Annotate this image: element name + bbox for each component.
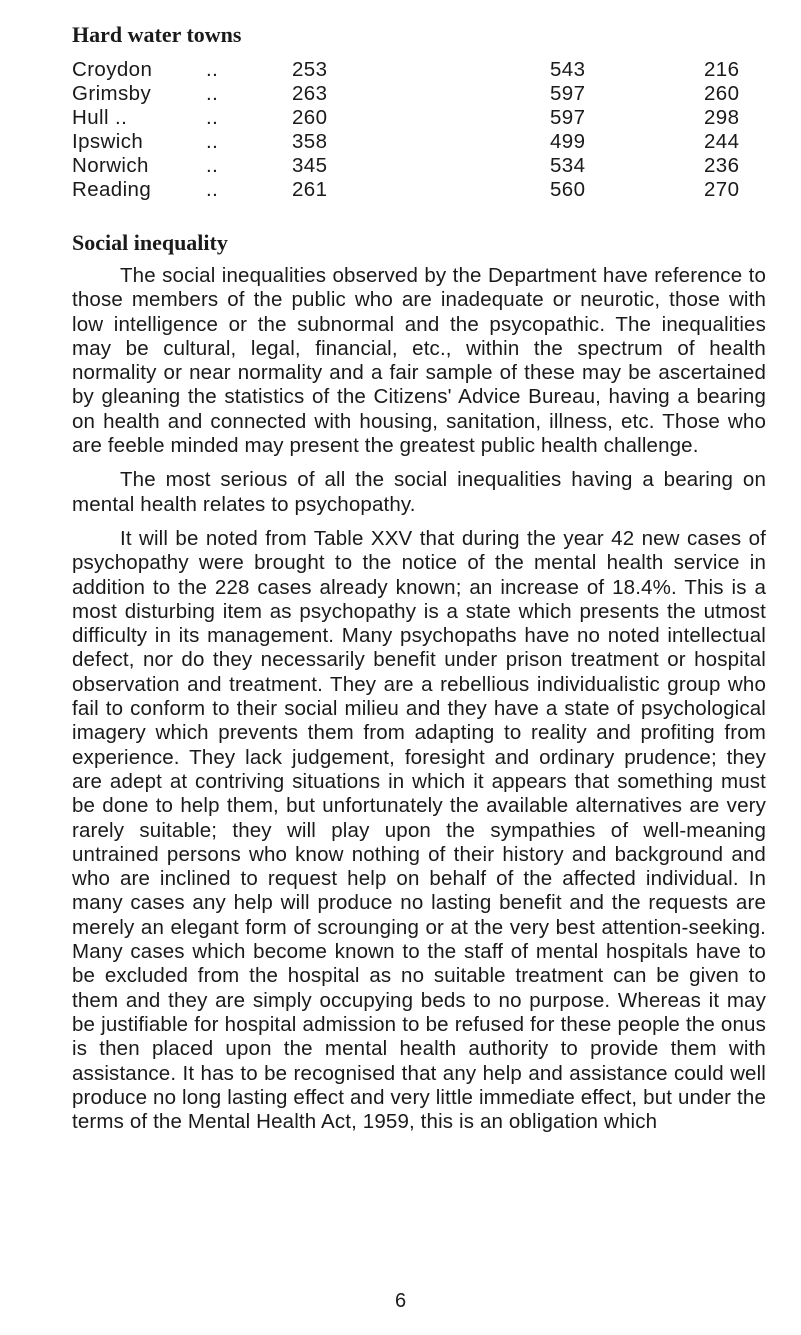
value-col-1: 261 (292, 178, 328, 201)
page-number: 6 (394, 1290, 407, 1312)
table-row (72, 58, 766, 82)
leader-dots: .. (206, 58, 219, 81)
value-col-2: 499 (550, 130, 586, 153)
value-col-1: 358 (292, 130, 328, 153)
page-content (72, 22, 766, 1134)
value-col-2: 560 (550, 178, 586, 201)
section-heading: Social inequality (72, 230, 228, 255)
paragraph: The most serious of all the social inequalities having a bearing on mental health relates to psychopathy. (72, 468, 766, 516)
paragraph: The social inequalities observed by the Department have reference to those members of the public who are inadequate or neurotic, those with low intelligence or the subnormal and the psycopathic. The inequalities may be cultural, legal, financial, etc., within the spectrum of health normality or near normality and a fair sample of these may be ascertained by gleaning the statistics of the Citizens' Advice Bureau, having a bearing on health and connected with housing, sanitation, illness, etc. Those who are feeble minded may present the greatest public health challenge. (72, 264, 766, 458)
value-col-1: 263 (292, 82, 328, 105)
value-col-1: 253 (292, 58, 328, 81)
paragraph: It will be noted from Table XXV that during the year 42 new cases of psychopathy were brought to the notice of the mental health service in addition to the 228 cases already known; an increase of 18.4%. This is a most disturbing item as psychopathy is a state which presents the utmost difficulty in its management. Many psychopaths have no noted intellectual defect, nor do they necessarily benefit under prison treatment or hospital observation and treatment. They are a rebellious individualistic group who fail to conform to their social milieu and they have a state of psychological imagery which prevents them from adapting to reality and profiting from experience. They lack judgement, foresight and ordinary prudence; they are adept at contriving situations in which it appears that something must be done to help them, but unfortunately the available alternatives are very rarely suitable; they will play upon the sympathies of well-meaning untrained persons who know nothing of their history and background and who are inclined to request help on behalf of the affected individual. In many cases any help will produce no lasting benefit and the requests are merely an elegant form of scrounging or at the very best attention-seeking. Many cases which become known to the staff of mental hospitals have to be excluded from the hospital as no suitable treatment can be given to them and they are simply occupying beds to no purpose. Whereas it may be justifiable for hospital admission to be refused for these people the onus is then placed upon the mental health authority to provide them with assistance. It has to be recognised that any help and assistance could well produce no long lasting effect and very little immediate effect, but under the terms of the Mental Health Act, 1959, this is an obligation which (72, 526, 766, 1134)
table-row (72, 154, 766, 178)
town-name: Reading (72, 178, 152, 201)
value-col-2: 597 (550, 106, 586, 129)
table-row (72, 82, 766, 106)
leader-dots: .. (206, 82, 219, 105)
leader-dots: .. (206, 130, 219, 153)
leader-dots: .. (206, 178, 219, 201)
town-name: Grimsby (72, 82, 152, 105)
value-col-1: 345 (292, 154, 328, 177)
value-col-2: 534 (550, 154, 586, 177)
table-row (72, 106, 766, 130)
value-col-2: 597 (550, 82, 586, 105)
value-col-3: 298 (704, 106, 740, 129)
value-col-3: 236 (704, 154, 740, 177)
table-row (72, 178, 766, 202)
hard-water-towns-table (72, 58, 766, 202)
table-row (72, 130, 766, 154)
leader-dots: .. (206, 154, 219, 177)
leader-dots: .. (206, 106, 219, 129)
value-col-3: 270 (704, 178, 740, 201)
value-col-3: 216 (704, 58, 740, 81)
value-col-1: 260 (292, 106, 328, 129)
value-col-3: 244 (704, 130, 740, 153)
value-col-2: 543 (550, 58, 586, 81)
town-name: Norwich (72, 154, 149, 177)
value-col-3: 260 (704, 82, 740, 105)
table-heading: Hard water towns (72, 22, 242, 47)
town-name: Ipswich (72, 130, 144, 153)
town-name: Croydon (72, 58, 153, 81)
town-name: Hull .. (72, 106, 128, 129)
